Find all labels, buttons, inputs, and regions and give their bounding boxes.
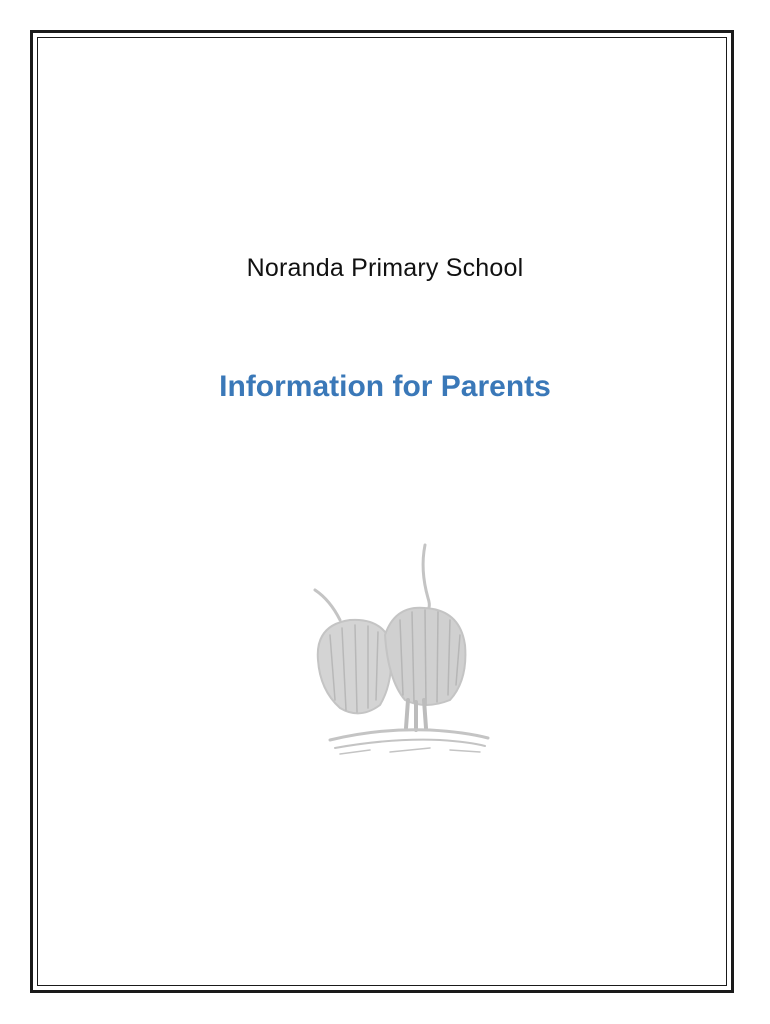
document-title: Information for Parents (219, 370, 551, 403)
page-border-inner (37, 37, 727, 986)
page-border (30, 30, 734, 993)
school-name: Noranda Primary School (246, 254, 524, 282)
tree-sketch-icon (300, 540, 500, 760)
